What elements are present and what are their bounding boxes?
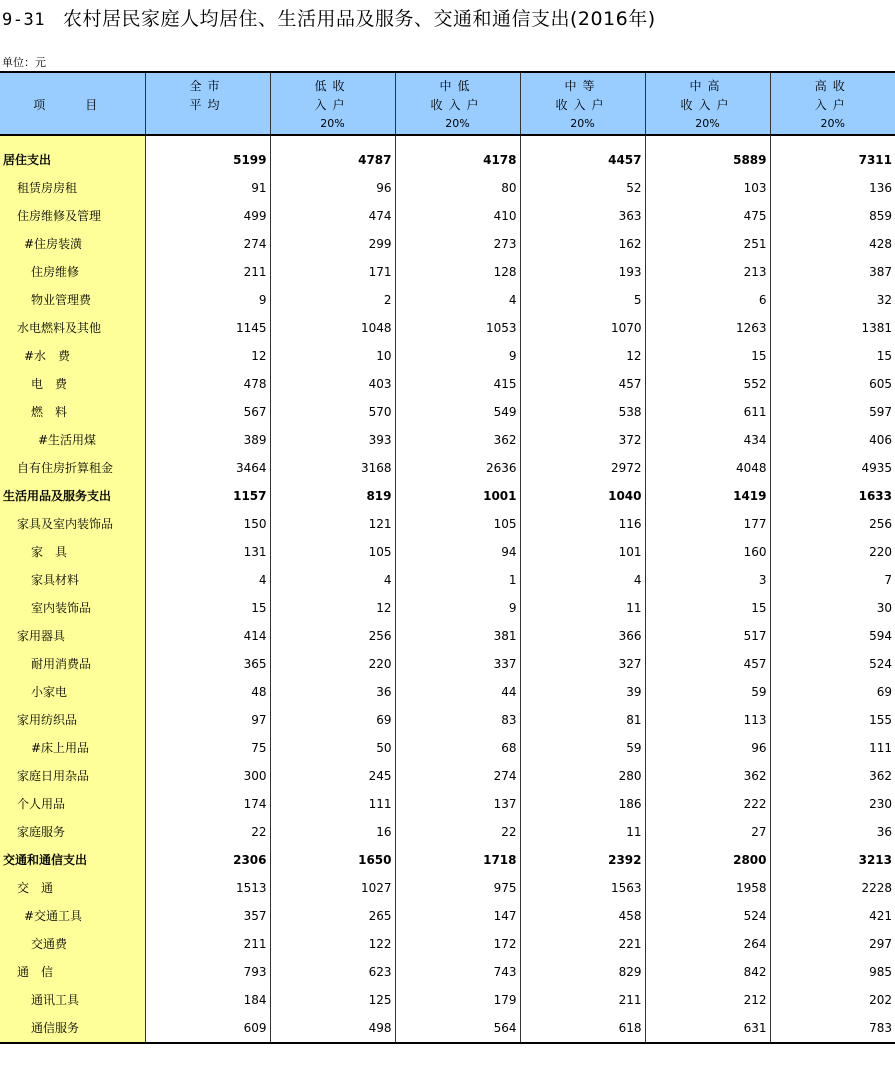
table-row: [0, 790, 895, 818]
value-cell: 101: [520, 538, 645, 566]
row-label: #住房装潢: [0, 230, 145, 258]
header-column-1: [270, 72, 395, 135]
row-label: #水 费: [0, 342, 145, 370]
table-number: 9-31: [2, 10, 45, 30]
row-label: 电 费: [0, 370, 145, 398]
header-line1: 中高: [689, 79, 726, 93]
value-cell: 103: [645, 174, 770, 202]
value-cell: 172: [395, 930, 520, 958]
value-cell: 111: [270, 790, 395, 818]
value-cell: 50: [270, 734, 395, 762]
value-cell: 1633: [770, 482, 895, 510]
value-cell: 7311: [770, 146, 895, 174]
row-label: 家用纺织品: [0, 706, 145, 734]
value-cell: 96: [645, 734, 770, 762]
table-row: [0, 426, 895, 454]
spacer-cell: [645, 135, 770, 146]
row-label: 家庭服务: [0, 818, 145, 846]
value-cell: 15: [645, 342, 770, 370]
value-cell: 177: [645, 510, 770, 538]
row-label: #床上用品: [0, 734, 145, 762]
value-cell: 4048: [645, 454, 770, 482]
value-cell: 9: [395, 342, 520, 370]
value-cell: 256: [270, 622, 395, 650]
header-item: [0, 72, 145, 135]
row-label: 家用器具: [0, 622, 145, 650]
value-cell: 16: [270, 818, 395, 846]
header-row: [0, 72, 895, 135]
value-cell: 97: [145, 706, 270, 734]
header-line1: 高收: [814, 79, 851, 93]
value-cell: 2306: [145, 846, 270, 874]
table-row: [0, 930, 895, 958]
value-cell: 859: [770, 202, 895, 230]
row-label: #交通工具: [0, 902, 145, 930]
value-cell: 337: [395, 650, 520, 678]
table-row: [0, 370, 895, 398]
value-cell: 524: [645, 902, 770, 930]
table-row: [0, 314, 895, 342]
value-cell: 6: [645, 286, 770, 314]
spacer-cell: [770, 135, 895, 146]
value-cell: 96: [270, 174, 395, 202]
value-cell: 94: [395, 538, 520, 566]
value-cell: 605: [770, 370, 895, 398]
value-cell: 1381: [770, 314, 895, 342]
value-cell: 36: [770, 818, 895, 846]
value-cell: 12: [520, 342, 645, 370]
row-label: 物业管理费: [0, 286, 145, 314]
table-row: [0, 482, 895, 510]
value-cell: 113: [645, 706, 770, 734]
value-cell: 403: [270, 370, 395, 398]
value-cell: 15: [770, 342, 895, 370]
value-cell: 1001: [395, 482, 520, 510]
value-cell: 538: [520, 398, 645, 426]
value-cell: 68: [395, 734, 520, 762]
value-cell: 1040: [520, 482, 645, 510]
value-cell: 128: [395, 258, 520, 286]
header-item-label: 项 目: [33, 98, 112, 112]
value-cell: 48: [145, 678, 270, 706]
table-row: [0, 230, 895, 258]
value-cell: 985: [770, 958, 895, 986]
header-pct: 20%: [320, 117, 345, 130]
value-cell: 213: [645, 258, 770, 286]
value-cell: 389: [145, 426, 270, 454]
row-label: 燃 料: [0, 398, 145, 426]
value-cell: 80: [395, 174, 520, 202]
value-cell: 623: [270, 958, 395, 986]
value-cell: 570: [270, 398, 395, 426]
value-cell: 783: [770, 1014, 895, 1043]
value-cell: 300: [145, 762, 270, 790]
row-label: 交通费: [0, 930, 145, 958]
value-cell: 365: [145, 650, 270, 678]
value-cell: 121: [270, 510, 395, 538]
header-line1: 中低: [439, 79, 476, 93]
value-cell: 256: [770, 510, 895, 538]
table-row: [0, 202, 895, 230]
value-cell: 230: [770, 790, 895, 818]
value-cell: 1: [395, 566, 520, 594]
row-label: 室内装饰品: [0, 594, 145, 622]
table-row: [0, 622, 895, 650]
value-cell: 264: [645, 930, 770, 958]
table-row: [0, 1014, 895, 1043]
value-cell: 5889: [645, 146, 770, 174]
header-pct: 20%: [695, 117, 720, 130]
table-row: [0, 342, 895, 370]
value-cell: 1027: [270, 874, 395, 902]
value-cell: 9: [395, 594, 520, 622]
table-row: [0, 874, 895, 902]
value-cell: 1419: [645, 482, 770, 510]
header-column-0: [145, 72, 270, 135]
table-row: [0, 958, 895, 986]
row-label: 家 具: [0, 538, 145, 566]
value-cell: 171: [270, 258, 395, 286]
value-cell: 2392: [520, 846, 645, 874]
value-cell: 1650: [270, 846, 395, 874]
value-cell: 4178: [395, 146, 520, 174]
table-row: [0, 146, 895, 174]
value-cell: 125: [270, 986, 395, 1014]
value-cell: 44: [395, 678, 520, 706]
value-cell: 2636: [395, 454, 520, 482]
row-label: 居住支出: [0, 146, 145, 174]
row-label: 家具及室内装饰品: [0, 510, 145, 538]
value-cell: 475: [645, 202, 770, 230]
unit-label: 单位：元: [2, 56, 46, 69]
value-cell: 631: [645, 1014, 770, 1043]
value-cell: 457: [645, 650, 770, 678]
value-cell: 327: [520, 650, 645, 678]
table-row: [0, 734, 895, 762]
value-cell: 410: [395, 202, 520, 230]
value-cell: 75: [145, 734, 270, 762]
header-column-4: [645, 72, 770, 135]
value-cell: 147: [395, 902, 520, 930]
value-cell: 1053: [395, 314, 520, 342]
value-cell: 274: [395, 762, 520, 790]
value-cell: 7: [770, 566, 895, 594]
header-line2: 入户: [314, 98, 351, 112]
value-cell: 366: [520, 622, 645, 650]
row-label: 租赁房房租: [0, 174, 145, 202]
row-label: 小家电: [0, 678, 145, 706]
row-label: 交通和通信支出: [0, 846, 145, 874]
value-cell: 160: [645, 538, 770, 566]
value-cell: 474: [270, 202, 395, 230]
spacer-cell: [145, 135, 270, 146]
value-cell: 1070: [520, 314, 645, 342]
value-cell: 136: [770, 174, 895, 202]
value-cell: 83: [395, 706, 520, 734]
value-cell: 69: [770, 678, 895, 706]
value-cell: 567: [145, 398, 270, 426]
value-cell: 52: [520, 174, 645, 202]
value-cell: 105: [270, 538, 395, 566]
value-cell: 22: [395, 818, 520, 846]
value-cell: 11: [520, 818, 645, 846]
row-label: 个人用品: [0, 790, 145, 818]
value-cell: 4787: [270, 146, 395, 174]
table-row: [0, 538, 895, 566]
value-cell: 5199: [145, 146, 270, 174]
row-label: 住房维修: [0, 258, 145, 286]
value-cell: 1513: [145, 874, 270, 902]
value-cell: 9: [145, 286, 270, 314]
value-cell: 122: [270, 930, 395, 958]
value-cell: 2228: [770, 874, 895, 902]
data-table-container: [0, 71, 895, 1044]
value-cell: 211: [145, 258, 270, 286]
row-label: #生活用煤: [0, 426, 145, 454]
table-row: [0, 454, 895, 482]
value-cell: 2972: [520, 454, 645, 482]
value-cell: 372: [520, 426, 645, 454]
value-cell: 27: [645, 818, 770, 846]
table-body: [0, 135, 895, 1043]
table-header: [0, 72, 895, 135]
spacer-cell: [270, 135, 395, 146]
value-cell: 597: [770, 398, 895, 426]
header-pct: 20%: [820, 117, 845, 130]
value-cell: 975: [395, 874, 520, 902]
value-cell: 1048: [270, 314, 395, 342]
value-cell: 1718: [395, 846, 520, 874]
header-pct: 20%: [445, 117, 470, 130]
header-column-5: [770, 72, 895, 135]
value-cell: 3168: [270, 454, 395, 482]
value-cell: 363: [520, 202, 645, 230]
value-cell: 137: [395, 790, 520, 818]
value-cell: 387: [770, 258, 895, 286]
value-cell: 12: [270, 594, 395, 622]
value-cell: 829: [520, 958, 645, 986]
value-cell: 299: [270, 230, 395, 258]
value-cell: 594: [770, 622, 895, 650]
value-cell: 32: [770, 286, 895, 314]
table-title: 农村居民家庭人均居住、生活用品及服务、交通和通信支出(2016年): [62, 8, 656, 30]
value-cell: 39: [520, 678, 645, 706]
value-cell: 1958: [645, 874, 770, 902]
value-cell: 297: [770, 930, 895, 958]
value-cell: 91: [145, 174, 270, 202]
value-cell: 2800: [645, 846, 770, 874]
value-cell: 4457: [520, 146, 645, 174]
table-row: [0, 174, 895, 202]
row-label: 住房维修及管理: [0, 202, 145, 230]
table-row: [0, 678, 895, 706]
row-label: 通讯工具: [0, 986, 145, 1014]
value-cell: 116: [520, 510, 645, 538]
value-cell: 2: [270, 286, 395, 314]
value-cell: 5: [520, 286, 645, 314]
header-line1: 低收: [314, 79, 351, 93]
value-cell: 273: [395, 230, 520, 258]
value-cell: 743: [395, 958, 520, 986]
value-cell: 618: [520, 1014, 645, 1043]
row-label: 通信服务: [0, 1014, 145, 1043]
value-cell: 30: [770, 594, 895, 622]
value-cell: 10: [270, 342, 395, 370]
table-row: [0, 650, 895, 678]
value-cell: 458: [520, 902, 645, 930]
table-row: [0, 286, 895, 314]
value-cell: 222: [645, 790, 770, 818]
page-title: [2, 6, 656, 32]
value-cell: 155: [770, 706, 895, 734]
row-label: 自有住房折算租金: [0, 454, 145, 482]
table-row: [0, 762, 895, 790]
row-label: 生活用品及服务支出: [0, 482, 145, 510]
value-cell: 549: [395, 398, 520, 426]
value-cell: 1157: [145, 482, 270, 510]
value-cell: 12: [145, 342, 270, 370]
value-cell: 362: [645, 762, 770, 790]
value-cell: 105: [395, 510, 520, 538]
header-line1: 全市: [189, 79, 226, 93]
value-cell: 362: [770, 762, 895, 790]
value-cell: 564: [395, 1014, 520, 1043]
value-cell: 59: [645, 678, 770, 706]
row-label: 交 通: [0, 874, 145, 902]
value-cell: 609: [145, 1014, 270, 1043]
header-pct: 20%: [570, 117, 595, 130]
value-cell: 421: [770, 902, 895, 930]
header-line1: 中等: [564, 79, 601, 93]
table-row: [0, 398, 895, 426]
value-cell: 3213: [770, 846, 895, 874]
value-cell: 131: [145, 538, 270, 566]
value-cell: 517: [645, 622, 770, 650]
value-cell: 381: [395, 622, 520, 650]
value-cell: 457: [520, 370, 645, 398]
value-cell: 162: [520, 230, 645, 258]
table-row: [0, 818, 895, 846]
value-cell: 406: [770, 426, 895, 454]
header-line2: 收入户: [555, 98, 610, 112]
spacer-cell: [520, 135, 645, 146]
spacer-row: [0, 135, 895, 146]
value-cell: 36: [270, 678, 395, 706]
value-cell: 4935: [770, 454, 895, 482]
value-cell: 202: [770, 986, 895, 1014]
value-cell: 4: [145, 566, 270, 594]
table-row: [0, 846, 895, 874]
value-cell: 179: [395, 986, 520, 1014]
value-cell: 793: [145, 958, 270, 986]
value-cell: 111: [770, 734, 895, 762]
value-cell: 265: [270, 902, 395, 930]
value-cell: 184: [145, 986, 270, 1014]
table-row: [0, 902, 895, 930]
value-cell: 193: [520, 258, 645, 286]
header-column-2: [395, 72, 520, 135]
spacer-cell: [395, 135, 520, 146]
value-cell: 174: [145, 790, 270, 818]
value-cell: 221: [520, 930, 645, 958]
row-label: 水电燃料及其他: [0, 314, 145, 342]
value-cell: 3464: [145, 454, 270, 482]
value-cell: 3: [645, 566, 770, 594]
value-cell: 59: [520, 734, 645, 762]
value-cell: 4: [395, 286, 520, 314]
value-cell: 414: [145, 622, 270, 650]
table-row: [0, 510, 895, 538]
data-table: [0, 71, 895, 1044]
value-cell: 81: [520, 706, 645, 734]
value-cell: 524: [770, 650, 895, 678]
value-cell: 357: [145, 902, 270, 930]
table-row: [0, 706, 895, 734]
row-label: 通 信: [0, 958, 145, 986]
value-cell: 611: [645, 398, 770, 426]
value-cell: 1263: [645, 314, 770, 342]
value-cell: 212: [645, 986, 770, 1014]
value-cell: 220: [770, 538, 895, 566]
value-cell: 362: [395, 426, 520, 454]
value-cell: 69: [270, 706, 395, 734]
value-cell: 428: [770, 230, 895, 258]
value-cell: 4: [270, 566, 395, 594]
value-cell: 220: [270, 650, 395, 678]
value-cell: 819: [270, 482, 395, 510]
header-column-3: [520, 72, 645, 135]
value-cell: 280: [520, 762, 645, 790]
value-cell: 211: [520, 986, 645, 1014]
table-row: [0, 258, 895, 286]
value-cell: 498: [270, 1014, 395, 1043]
value-cell: 842: [645, 958, 770, 986]
row-label: 家具材料: [0, 566, 145, 594]
value-cell: 186: [520, 790, 645, 818]
value-cell: 274: [145, 230, 270, 258]
value-cell: 393: [270, 426, 395, 454]
row-label: 耐用消费品: [0, 650, 145, 678]
value-cell: 478: [145, 370, 270, 398]
value-cell: 211: [145, 930, 270, 958]
value-cell: 434: [645, 426, 770, 454]
value-cell: 552: [645, 370, 770, 398]
spacer-cell: [0, 135, 145, 146]
value-cell: 22: [145, 818, 270, 846]
table-row: [0, 986, 895, 1014]
value-cell: 4: [520, 566, 645, 594]
value-cell: 251: [645, 230, 770, 258]
value-cell: 15: [645, 594, 770, 622]
header-line2: 入户: [814, 98, 851, 112]
value-cell: 415: [395, 370, 520, 398]
table-row: [0, 566, 895, 594]
row-label: 家庭日用杂品: [0, 762, 145, 790]
value-cell: 499: [145, 202, 270, 230]
value-cell: 15: [145, 594, 270, 622]
value-cell: 1145: [145, 314, 270, 342]
value-cell: 11: [520, 594, 645, 622]
header-line2: 收入户: [430, 98, 485, 112]
table-row: [0, 594, 895, 622]
header-line2: 平均: [189, 98, 226, 112]
value-cell: 245: [270, 762, 395, 790]
value-cell: 150: [145, 510, 270, 538]
header-line2: 收入户: [680, 98, 735, 112]
value-cell: 1563: [520, 874, 645, 902]
